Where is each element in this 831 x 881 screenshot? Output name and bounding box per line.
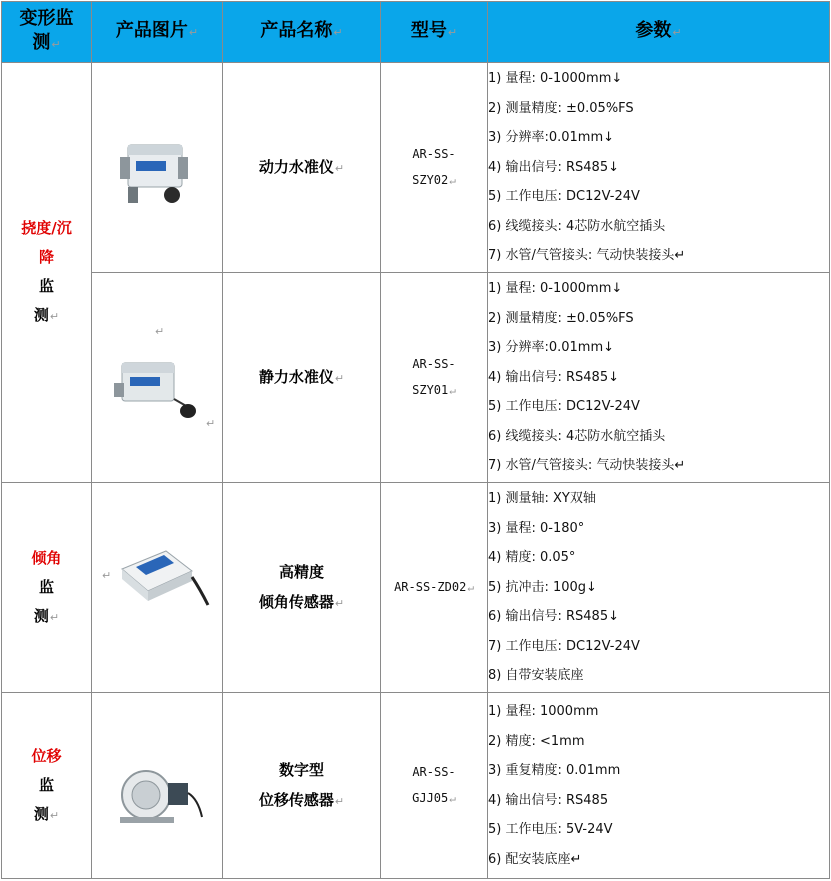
product-params — [488, 483, 830, 693]
param-line: 6) 配安装底座↵ — [488, 851, 582, 867]
product-model: AR-SS- GJJ05↵ — [381, 693, 488, 879]
param-line: 3) 分辨率:0.01mm↓ — [488, 130, 615, 146]
product-model: AR-SS- SZY01↵ — [381, 273, 488, 483]
param-line: 5) 工作电压: DC12V-24V — [488, 189, 640, 205]
param-line: 3) 分辨率:0.01mm↓ — [488, 340, 615, 356]
product-image-cell — [92, 483, 223, 693]
product-name: 数字型 位移传感器↵ — [223, 693, 381, 879]
param-line: 2) 测量精度: ±0.05%FS — [488, 310, 634, 326]
product-image-cell — [92, 693, 223, 879]
static-level-image — [112, 355, 198, 421]
param-line: 1) 量程: 1000mm — [488, 704, 599, 719]
header-row — [2, 2, 830, 63]
param-line: 5) 工作电压: DC12V-24V — [488, 399, 640, 415]
product-params — [488, 63, 830, 273]
param-line: 6) 线缆接头: 4芯防水航空插头 — [488, 428, 666, 444]
param-line: 6) 输出信号: RS485↓ — [488, 609, 619, 625]
dynamic-level-image — [114, 139, 192, 209]
product-spec-table — [1, 1, 830, 879]
param-line: 6) 线缆接头: 4芯防水航空插头 — [488, 218, 666, 234]
param-line: 5) 抗冲击: 100g↓ — [488, 579, 597, 595]
param-line: 5) 工作电压: 5V-24V — [488, 822, 613, 837]
param-line: 2) 精度: <1mm — [488, 733, 585, 749]
param-line: 7) 水管/气管接头: 气动快装接头↵ — [488, 248, 686, 264]
param-line: 1) 测量轴: XY双轴 — [488, 491, 596, 507]
header-model: 型号↵ — [381, 2, 488, 63]
category-displacement: 位移 监 测↵ — [2, 693, 92, 879]
product-image-cell — [92, 273, 223, 483]
param-line: 1) 量程: 0-1000mm↓ — [488, 281, 623, 297]
product-name: 动力水准仪↵ — [223, 63, 381, 273]
category-deflection-settlement: 挠度/沉 降 监 测↵ — [2, 63, 92, 483]
header-parameters: 参数↵ — [488, 2, 830, 63]
product-image-cell — [92, 63, 223, 273]
param-line: 7) 水管/气管接头: 气动快装接头↵ — [488, 458, 686, 474]
displacement-sensor-image — [112, 759, 204, 831]
paragraph-mark: ↵ — [206, 417, 216, 430]
product-params — [488, 273, 830, 483]
param-line: 7) 工作电压: DC12V-24V — [488, 638, 640, 654]
header-deformation-monitoring: 变形监 测↵ — [2, 2, 92, 63]
param-line: 4) 精度: 0.05° — [488, 550, 576, 566]
category-tilt: 倾角 监 测↵ — [2, 483, 92, 693]
param-line: 4) 输出信号: RS485 — [488, 792, 609, 808]
paragraph-mark: ↵ — [155, 325, 165, 338]
product-row-zd02 — [2, 483, 830, 693]
header-product-name: 产品名称↵ — [223, 2, 381, 63]
product-name: 静力水准仪↵ — [223, 273, 381, 483]
product-model: AR-SS- SZY02↵ — [381, 63, 488, 273]
tilt-sensor-image — [114, 545, 210, 615]
product-model: AR-SS-ZD02↵ — [381, 483, 488, 693]
product-row-gjj05 — [2, 693, 830, 879]
product-row-szy02 — [2, 63, 830, 273]
product-name: 高精度 倾角传感器↵ — [223, 483, 381, 693]
param-line: 2) 测量精度: ±0.05%FS — [488, 100, 634, 116]
product-params — [488, 693, 830, 879]
param-line: 3) 重复精度: 0.01mm — [488, 763, 621, 778]
param-line: 1) 量程: 0-1000mm↓ — [488, 71, 623, 87]
param-line: 8) 自带安装底座 — [488, 668, 584, 684]
paragraph-mark: ↵ — [102, 569, 112, 582]
product-row-szy01 — [2, 273, 830, 483]
param-line: 4) 输出信号: RS485↓ — [488, 159, 619, 175]
param-line: 4) 输出信号: RS485↓ — [488, 369, 619, 385]
header-product-image: 产品图片↵ — [92, 2, 223, 63]
param-line: 3) 量程: 0-180° — [488, 520, 585, 536]
